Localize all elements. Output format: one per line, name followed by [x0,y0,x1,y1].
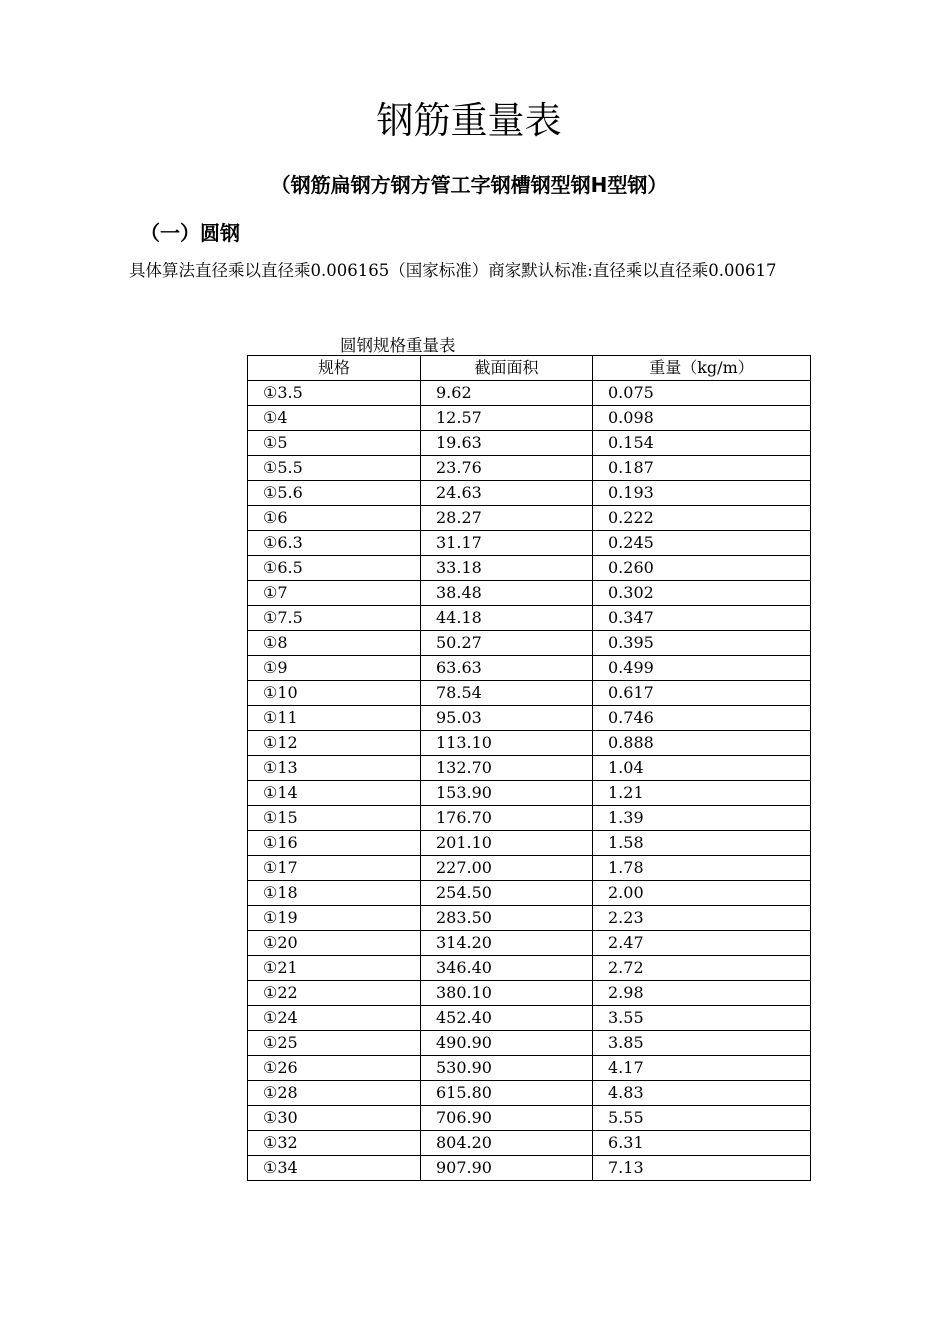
cell-weight: 2.47 [593,931,811,956]
table-row [248,631,811,656]
table-caption: 圆钢规格重量表 [340,336,456,355]
cell-weight: 0.499 [593,656,811,681]
cell-weight: 0.222 [593,506,811,531]
cell-area: 530.90 [421,1056,593,1081]
cell-weight: 4.17 [593,1056,811,1081]
table-row [248,1156,811,1181]
cell-area: 33.18 [421,556,593,581]
table-row [248,931,811,956]
cell-weight: 0.193 [593,481,811,506]
table-row [248,856,811,881]
cell-weight: 6.31 [593,1131,811,1156]
cell-area: 44.18 [421,606,593,631]
cell-spec: ①7 [248,581,421,606]
table-row [248,456,811,481]
cell-weight: 2.98 [593,981,811,1006]
header-spec: 规格 [248,356,421,381]
table-row [248,1081,811,1106]
table-header-row [248,356,811,381]
cell-weight: 0.075 [593,381,811,406]
cell-weight: 0.617 [593,681,811,706]
cell-spec: ①12 [248,731,421,756]
cell-weight: 7.13 [593,1156,811,1181]
table-header [248,356,811,381]
header-area: 截面面积 [421,356,593,381]
cell-weight: 3.85 [593,1031,811,1056]
formula-paragraph: 具体算法直径乘以直径乘0.006165（国家标准）商家默认标准:直径乘以直径乘0.00617 [129,261,777,280]
cell-area: 19.63 [421,431,593,456]
round-steel-weight-table [247,355,811,1181]
cell-area: 615.80 [421,1081,593,1106]
cell-weight: 0.888 [593,731,811,756]
cell-weight: 0.395 [593,631,811,656]
cell-spec: ①28 [248,1081,421,1106]
cell-spec: ①13 [248,756,421,781]
cell-spec: ①30 [248,1106,421,1131]
cell-weight: 2.00 [593,881,811,906]
cell-weight: 0.746 [593,706,811,731]
cell-spec: ①24 [248,1006,421,1031]
table-row [248,531,811,556]
cell-spec: ①20 [248,931,421,956]
cell-spec: ①6.5 [248,556,421,581]
table-row [248,1106,811,1131]
cell-area: 490.90 [421,1031,593,1056]
cell-spec: ①6.3 [248,531,421,556]
table-row [248,706,811,731]
table-row [248,906,811,931]
table-row [248,581,811,606]
cell-weight: 0.347 [593,606,811,631]
cell-area: 24.63 [421,481,593,506]
cell-spec: ①8 [248,631,421,656]
header-weight: 重量（kg/m） [593,356,811,381]
cell-spec: ①32 [248,1131,421,1156]
table-row [248,1031,811,1056]
cell-area: 254.50 [421,881,593,906]
cell-area: 9.62 [421,381,593,406]
cell-area: 804.20 [421,1131,593,1156]
cell-area: 63.63 [421,656,593,681]
cell-weight: 5.55 [593,1106,811,1131]
cell-spec: ①10 [248,681,421,706]
table-row [248,731,811,756]
cell-area: 314.20 [421,931,593,956]
table-row [248,956,811,981]
table-row [248,481,811,506]
cell-area: 132.70 [421,756,593,781]
cell-weight: 3.55 [593,1006,811,1031]
cell-spec: ①26 [248,1056,421,1081]
table-row [248,781,811,806]
cell-area: 153.90 [421,781,593,806]
cell-weight: 0.154 [593,431,811,456]
cell-spec: ①16 [248,831,421,856]
cell-spec: ①25 [248,1031,421,1056]
cell-area: 201.10 [421,831,593,856]
table-row [248,1056,811,1081]
cell-area: 23.76 [421,456,593,481]
cell-area: 50.27 [421,631,593,656]
table-row [248,1006,811,1031]
table-row [248,506,811,531]
table-row [248,981,811,1006]
cell-weight: 1.21 [593,781,811,806]
table-row [248,681,811,706]
table-row [248,656,811,681]
cell-spec: ①5.5 [248,456,421,481]
cell-weight: 1.04 [593,756,811,781]
cell-area: 227.00 [421,856,593,881]
cell-area: 283.50 [421,906,593,931]
cell-area: 95.03 [421,706,593,731]
cell-spec: ①11 [248,706,421,731]
cell-spec: ①15 [248,806,421,831]
cell-spec: ①5.6 [248,481,421,506]
table-row [248,756,811,781]
cell-spec: ①21 [248,956,421,981]
cell-spec: ①14 [248,781,421,806]
table-row [248,831,811,856]
cell-weight: 0.260 [593,556,811,581]
table-body [248,381,811,1181]
cell-area: 452.40 [421,1006,593,1031]
cell-weight: 1.39 [593,806,811,831]
table-row [248,431,811,456]
cell-area: 12.57 [421,406,593,431]
cell-weight: 4.83 [593,1081,811,1106]
section-heading: （一）圆钢 [140,221,240,245]
table-row [248,406,811,431]
cell-area: 38.48 [421,581,593,606]
cell-area: 113.10 [421,731,593,756]
table-row [248,606,811,631]
cell-spec: ①4 [248,406,421,431]
table-row [248,381,811,406]
cell-spec: ①17 [248,856,421,881]
cell-weight: 0.245 [593,531,811,556]
table-row [248,556,811,581]
cell-weight: 2.72 [593,956,811,981]
cell-weight: 0.098 [593,406,811,431]
cell-area: 346.40 [421,956,593,981]
cell-spec: ①34 [248,1156,421,1181]
cell-weight: 2.23 [593,906,811,931]
cell-weight: 1.78 [593,856,811,881]
cell-spec: ①22 [248,981,421,1006]
table-row [248,1131,811,1156]
cell-area: 907.90 [421,1156,593,1181]
cell-spec: ①6 [248,506,421,531]
cell-spec: ①18 [248,881,421,906]
cell-weight: 0.187 [593,456,811,481]
document-subtitle: （钢筋扁钢方钢方管工字钢槽钢型钢H型钢） [270,173,668,197]
table-row [248,881,811,906]
table-row [248,806,811,831]
cell-weight: 1.58 [593,831,811,856]
cell-spec: ①7.5 [248,606,421,631]
cell-area: 706.90 [421,1106,593,1131]
cell-spec: ①3.5 [248,381,421,406]
cell-area: 28.27 [421,506,593,531]
cell-area: 78.54 [421,681,593,706]
document-title: 钢筋重量表 [376,99,562,142]
cell-spec: ①19 [248,906,421,931]
cell-spec: ①5 [248,431,421,456]
cell-area: 31.17 [421,531,593,556]
cell-weight: 0.302 [593,581,811,606]
cell-area: 380.10 [421,981,593,1006]
cell-area: 176.70 [421,806,593,831]
cell-spec: ①9 [248,656,421,681]
